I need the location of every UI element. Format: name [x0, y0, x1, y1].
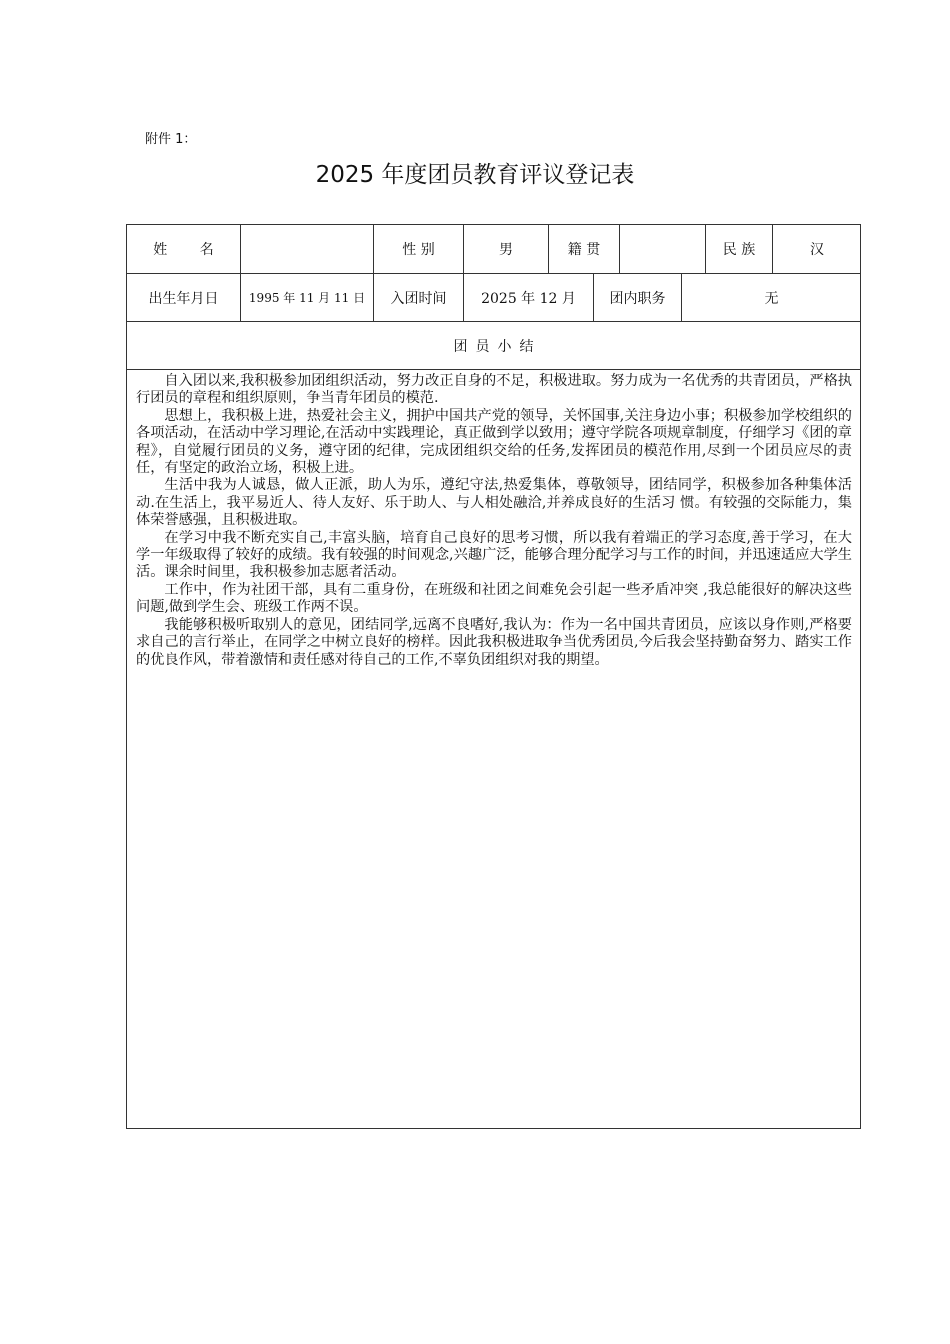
summary-text-area[interactable] [136, 373, 852, 669]
gender-field[interactable]: 男 [499, 242, 513, 258]
summary-heading: 团员小结 [453, 338, 542, 355]
native-place-field[interactable] [620, 225, 705, 273]
league-post-label: 团内职务 [609, 290, 666, 307]
summary-paragraph: 我能够积极听取别人的意见，团结同学,远离不良嗜好,我认为：作为一名中国共青团员，应该以身作则,严格要求自己的言行举止，在同学之中树立良好的榜样。因此我积极进取争当优秀团员,今后我会坚持勤奋努力、踏实工作的优良作风，带着激情和责任感对待自己的工作,不辜负团组织对我的期望。 [136, 616, 852, 668]
join-date-label: 入团时间 [390, 290, 447, 307]
summary-paragraph: 自入团以来,我积极参加团组织活动，努力改正自身的不足，积极进取。努力成为一名优秀的共青团员，严格执行团员的章程和组织原则，争当青年团员的模范. [136, 373, 852, 407]
join-date-field[interactable]: 2025 年 12 月 [481, 290, 576, 307]
birth-date-label: 出生年月日 [148, 290, 219, 307]
summary-paragraph: 在学习中我不断充实自己,丰富头脑，培育自己良好的思考习惯，所以我有着端正的学习态度,善于学习，在大学一年级取得了较好的成绩。我有较强的时间观念,兴趣广泛，能够合理分配学习与工作的时间，并迅速适应大学生活。课余时间里，我积极参加志愿者活动。 [136, 529, 852, 581]
name-field[interactable] [241, 225, 373, 273]
summary-paragraph: 生活中我为人诚恳，做人正派，助人为乐，遵纪守法,热爱集体，尊敬领导，团结同学，积极参加各种集体活动.在生活上，我平易近人、待人友好、乐于助人、与人相处融洽,并养成良好的生活习 惯。有较强的交际能力，集体荣誉感强，且积极进取。 [136, 477, 852, 529]
summary-paragraph: 工作中，作为社团干部，具有二重身份，在班级和社团之间难免会引起一些矛盾冲突 ,我总能很好的解决这些问题,做到学生会、班级工作两不误。 [136, 581, 852, 616]
ethnicity-label: 民 族 [722, 242, 756, 258]
league-post-field[interactable]: 无 [764, 290, 779, 307]
registration-form [126, 224, 861, 1129]
name-label: 姓 名 [153, 242, 228, 258]
summary-paragraph: 思想上，我积极上进，热爱社会主义，拥护中国共产党的领导，关怀国事,关注身边小事；积极参加学校组织的各项活动，在活动中学习理论,在活动中实践理论，真正做到学以致用；遵守学院各项规章制度，仔细学习《团的章程》，自觉履行团员的义务，遵守团的纪律，完成团组织交给的任务,发挥团员的模范作用,尽到一个团员应尽的责任，有坚定的政治立场，积极上进。 [136, 407, 852, 477]
gender-label: 性 别 [402, 242, 435, 258]
row-divider [127, 369, 860, 370]
page-title: 2025 年度团员教育评议登记表 [315, 162, 635, 188]
ethnicity-field[interactable]: 汉 [810, 242, 824, 258]
birth-date-field[interactable]: 1995 年 11 月 11 日 [248, 291, 366, 305]
native-place-label: 籍 贯 [567, 242, 601, 258]
attachment-label: 附件 1： [145, 132, 197, 147]
